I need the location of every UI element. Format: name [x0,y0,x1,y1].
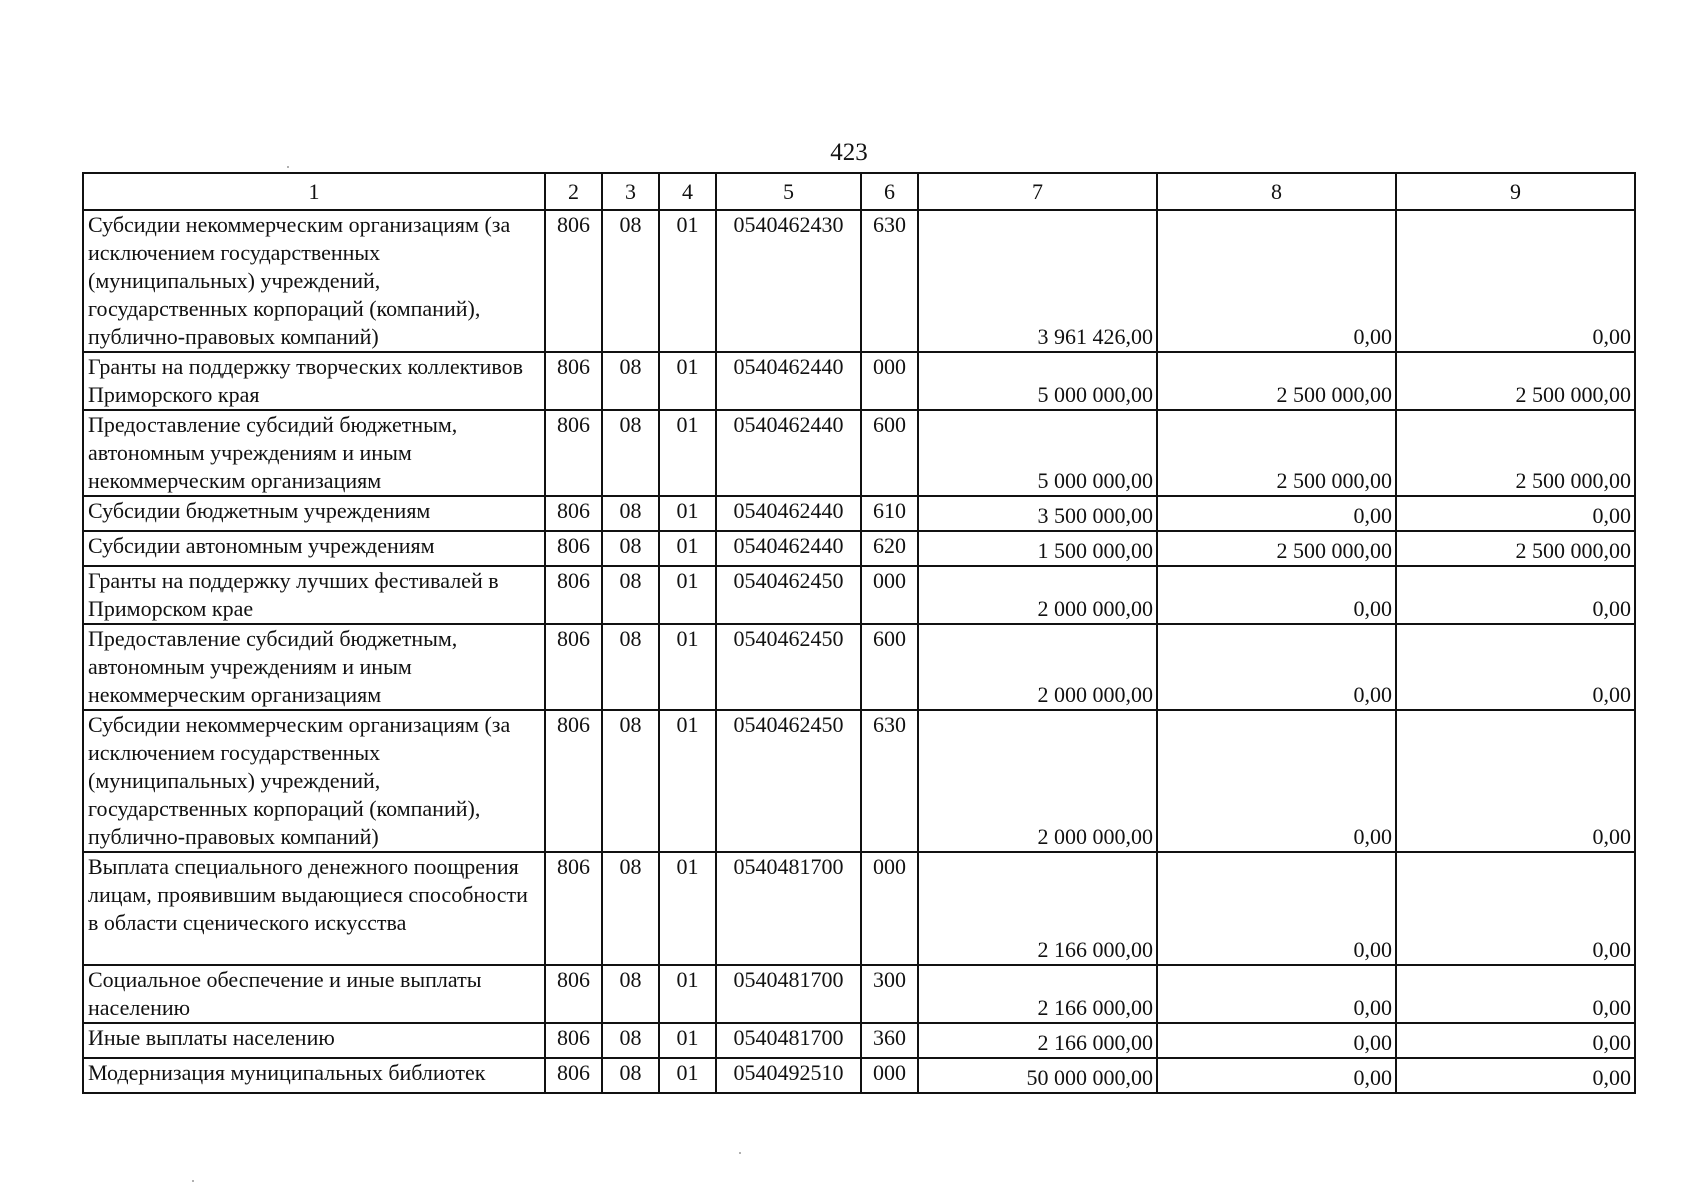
row-name: Субсидии некоммерческим организациям (за исключением государственных (муниципальных) учреждений, государственных корпораций (компаний), публично-правовых компаний) [83,710,545,852]
amount-col-9: 2 500 000,00 [1396,410,1635,496]
amount-col-9: 0,00 [1396,566,1635,624]
scan-speck [287,166,289,168]
ministry-code: 806 [545,566,602,624]
table-row [83,852,1635,965]
table-row [83,1058,1635,1093]
expense-type-code: 000 [861,352,918,410]
row-name: Субсидии бюджетным учреждениям [83,496,545,531]
amount-col-9: 2 500 000,00 [1396,531,1635,566]
expense-type-code: 630 [861,210,918,352]
subsection-code: 01 [659,852,716,965]
column-header-5: 5 [716,173,861,210]
subsection-code: 01 [659,1023,716,1058]
ministry-code: 806 [545,965,602,1023]
subsection-code: 01 [659,624,716,710]
subsection-code: 01 [659,496,716,531]
budget-table [82,172,1636,1094]
amount-col-8: 0,00 [1157,1023,1396,1058]
ministry-code: 806 [545,352,602,410]
target-article-code: 0540481700 [716,852,861,965]
amount-col-7: 1 500 000,00 [918,531,1157,566]
column-header-3: 3 [602,173,659,210]
amount-col-7: 2 000 000,00 [918,710,1157,852]
amount-col-7: 3 500 000,00 [918,496,1157,531]
target-article-code: 0540462450 [716,566,861,624]
expense-type-code: 300 [861,965,918,1023]
amount-col-8: 0,00 [1157,965,1396,1023]
expense-type-code: 000 [861,852,918,965]
row-name: Модернизация муниципальных библиотек [83,1058,545,1093]
row-name: Гранты на поддержку лучших фестивалей в Приморском крае [83,566,545,624]
ministry-code: 806 [545,710,602,852]
ministry-code: 806 [545,624,602,710]
amount-col-8: 0,00 [1157,566,1396,624]
ministry-code: 806 [545,852,602,965]
amount-col-7: 2 166 000,00 [918,965,1157,1023]
subsection-code: 01 [659,710,716,852]
amount-col-8: 0,00 [1157,496,1396,531]
table-row [83,710,1635,852]
amount-col-8: 0,00 [1157,710,1396,852]
table-row [83,531,1635,566]
amount-col-8: 0,00 [1157,1058,1396,1093]
section-code: 08 [602,531,659,566]
table-row [83,496,1635,531]
column-header-9: 9 [1396,173,1635,210]
column-header-1: 1 [83,173,545,210]
column-header-4: 4 [659,173,716,210]
section-code: 08 [602,852,659,965]
table-row [83,965,1635,1023]
amount-col-9: 0,00 [1396,852,1635,965]
subsection-code: 01 [659,352,716,410]
amount-col-8: 0,00 [1157,852,1396,965]
section-code: 08 [602,1058,659,1093]
subsection-code: 01 [659,210,716,352]
section-code: 08 [602,496,659,531]
amount-col-9: 0,00 [1396,965,1635,1023]
expense-type-code: 000 [861,566,918,624]
amount-col-9: 0,00 [1396,210,1635,352]
row-name: Выплата специального денежного поощрения лицам, проявившим выдающиеся способности в области сценического искусства [83,852,545,965]
page-number: 423 [830,139,868,166]
section-code: 08 [602,965,659,1023]
table-row [83,1023,1635,1058]
expense-type-code: 630 [861,710,918,852]
amount-col-8: 0,00 [1157,624,1396,710]
expense-type-code: 000 [861,1058,918,1093]
subsection-code: 01 [659,566,716,624]
row-name: Предоставление субсидий бюджетным, автономным учреждениям и иным некоммерческим организациям [83,624,545,710]
amount-col-7: 2 000 000,00 [918,566,1157,624]
ministry-code: 806 [545,1058,602,1093]
column-header-8: 8 [1157,173,1396,210]
ministry-code: 806 [545,531,602,566]
target-article-code: 0540492510 [716,1058,861,1093]
target-article-code: 0540462450 [716,710,861,852]
scan-speck [739,1152,741,1154]
section-code: 08 [602,352,659,410]
expense-type-code: 600 [861,410,918,496]
subsection-code: 01 [659,965,716,1023]
table-row [83,352,1635,410]
ministry-code: 806 [545,210,602,352]
section-code: 08 [602,210,659,352]
header-row [83,173,1635,210]
amount-col-9: 0,00 [1396,710,1635,852]
amount-col-8: 2 500 000,00 [1157,531,1396,566]
amount-col-8: 0,00 [1157,210,1396,352]
expense-type-code: 620 [861,531,918,566]
ministry-code: 806 [545,1023,602,1058]
amount-col-9: 0,00 [1396,496,1635,531]
amount-col-7: 2 166 000,00 [918,852,1157,965]
amount-col-9: 0,00 [1396,624,1635,710]
subsection-code: 01 [659,410,716,496]
target-article-code: 0540481700 [716,1023,861,1058]
table-row [83,410,1635,496]
amount-col-7: 5 000 000,00 [918,410,1157,496]
column-header-7: 7 [918,173,1157,210]
target-article-code: 0540462440 [716,531,861,566]
expense-type-code: 610 [861,496,918,531]
row-name: Социальное обеспечение и иные выплаты населению [83,965,545,1023]
amount-col-7: 50 000 000,00 [918,1058,1157,1093]
amount-col-7: 2 000 000,00 [918,624,1157,710]
subsection-code: 01 [659,531,716,566]
target-article-code: 0540462440 [716,410,861,496]
section-code: 08 [602,624,659,710]
target-article-code: 0540462450 [716,624,861,710]
amount-col-9: 0,00 [1396,1023,1635,1058]
amount-col-9: 2 500 000,00 [1396,352,1635,410]
table-row [83,624,1635,710]
section-code: 08 [602,566,659,624]
row-name: Гранты на поддержку творческих коллективов Приморского края [83,352,545,410]
row-name: Субсидии автономным учреждениям [83,531,545,566]
section-code: 08 [602,410,659,496]
target-article-code: 0540462440 [716,352,861,410]
table-row [83,210,1635,352]
subsection-code: 01 [659,1058,716,1093]
target-article-code: 0540481700 [716,965,861,1023]
amount-col-8: 2 500 000,00 [1157,410,1396,496]
scan-speck [192,1180,194,1182]
amount-col-7: 2 166 000,00 [918,1023,1157,1058]
ministry-code: 806 [545,410,602,496]
amount-col-7: 3 961 426,00 [918,210,1157,352]
target-article-code: 0540462430 [716,210,861,352]
amount-col-7: 5 000 000,00 [918,352,1157,410]
row-name: Иные выплаты населению [83,1023,545,1058]
ministry-code: 806 [545,496,602,531]
column-header-6: 6 [861,173,918,210]
expense-type-code: 360 [861,1023,918,1058]
amount-col-9: 0,00 [1396,1058,1635,1093]
row-name: Предоставление субсидий бюджетным, автономным учреждениям и иным некоммерческим организациям [83,410,545,496]
row-name: Субсидии некоммерческим организациям (за исключением государственных (муниципальных) учреждений, государственных корпораций (компаний), публично-правовых компаний) [83,210,545,352]
expense-type-code: 600 [861,624,918,710]
column-header-2: 2 [545,173,602,210]
table-row [83,566,1635,624]
section-code: 08 [602,710,659,852]
target-article-code: 0540462440 [716,496,861,531]
section-code: 08 [602,1023,659,1058]
amount-col-8: 2 500 000,00 [1157,352,1396,410]
